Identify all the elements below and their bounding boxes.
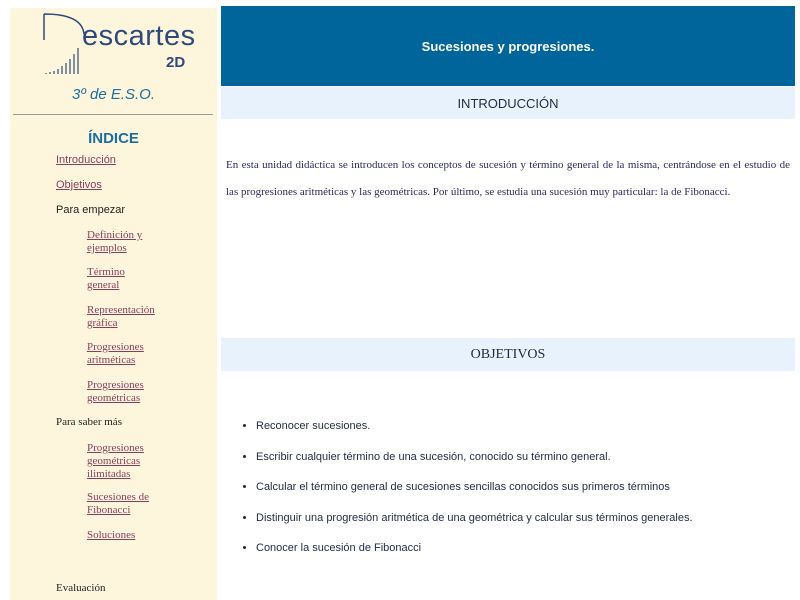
list-item: • Calcular el término general de sucesiones sencillas conocidos sus primeros términos <box>256 475 796 506</box>
list-item: • Distinguir una progresión aritmética de una geométrica y calcular sus términos generales. <box>256 506 796 537</box>
sidebar <box>10 8 217 600</box>
list-item: • Escribir cualquier término de una sucesión, conocido su término general. <box>256 445 796 476</box>
nav-geometricas-ilimitadas[interactable]: Progresiones geométricas ilimitadas <box>87 442 144 480</box>
descartes-logo <box>42 12 196 82</box>
nav-representacion[interactable]: Representación gráfica <box>87 304 155 329</box>
nav-termino-general[interactable]: Término general <box>87 266 125 291</box>
section-para-saber-mas: Para saber más <box>56 416 122 428</box>
nav-objetivos[interactable]: Objetivos <box>56 179 102 191</box>
intro-heading: INTRODUCCIÓN <box>221 87 795 119</box>
course-label: 3º de E.S.O. <box>71 86 156 103</box>
list-item: • Conocer la sucesión de Fibonacci <box>256 536 796 567</box>
divider <box>13 114 213 115</box>
nav-definicion[interactable]: Definición y ejemplos <box>87 229 143 254</box>
logo-suffix: 2D <box>166 54 186 71</box>
nav-soluciones[interactable]: Soluciones <box>87 529 136 541</box>
objetivos-heading: OBJETIVOS <box>221 338 795 371</box>
nav-geometricas[interactable]: Progresiones geométricas <box>87 379 144 404</box>
intro-text: En esta unidad didáctica se introducen los conceptos de sucesión y término general de la misma, centrándose en el estudio de las progresiones aritméticas y las geométricas. Por último, se estudia una sucesión muy particular: la de Fibonacci. <box>226 159 790 198</box>
nav-fibonacci[interactable]: Sucesiones de Fibonacci <box>87 491 150 516</box>
objetivos-list <box>236 414 796 567</box>
section-para-empezar: Para empezar <box>56 204 126 216</box>
page-title: Sucesiones y progresiones. <box>221 6 795 86</box>
nav-aritmeticas[interactable]: Progresiones aritméticas <box>87 341 144 366</box>
index-title: ÍNDICE <box>88 130 139 147</box>
section-evaluacion: Evaluación <box>56 582 106 594</box>
nav-introduccion[interactable]: Introducción <box>56 154 116 166</box>
list-item: • Reconocer sucesiones. <box>256 414 796 445</box>
logo-text: escartes <box>82 20 196 52</box>
